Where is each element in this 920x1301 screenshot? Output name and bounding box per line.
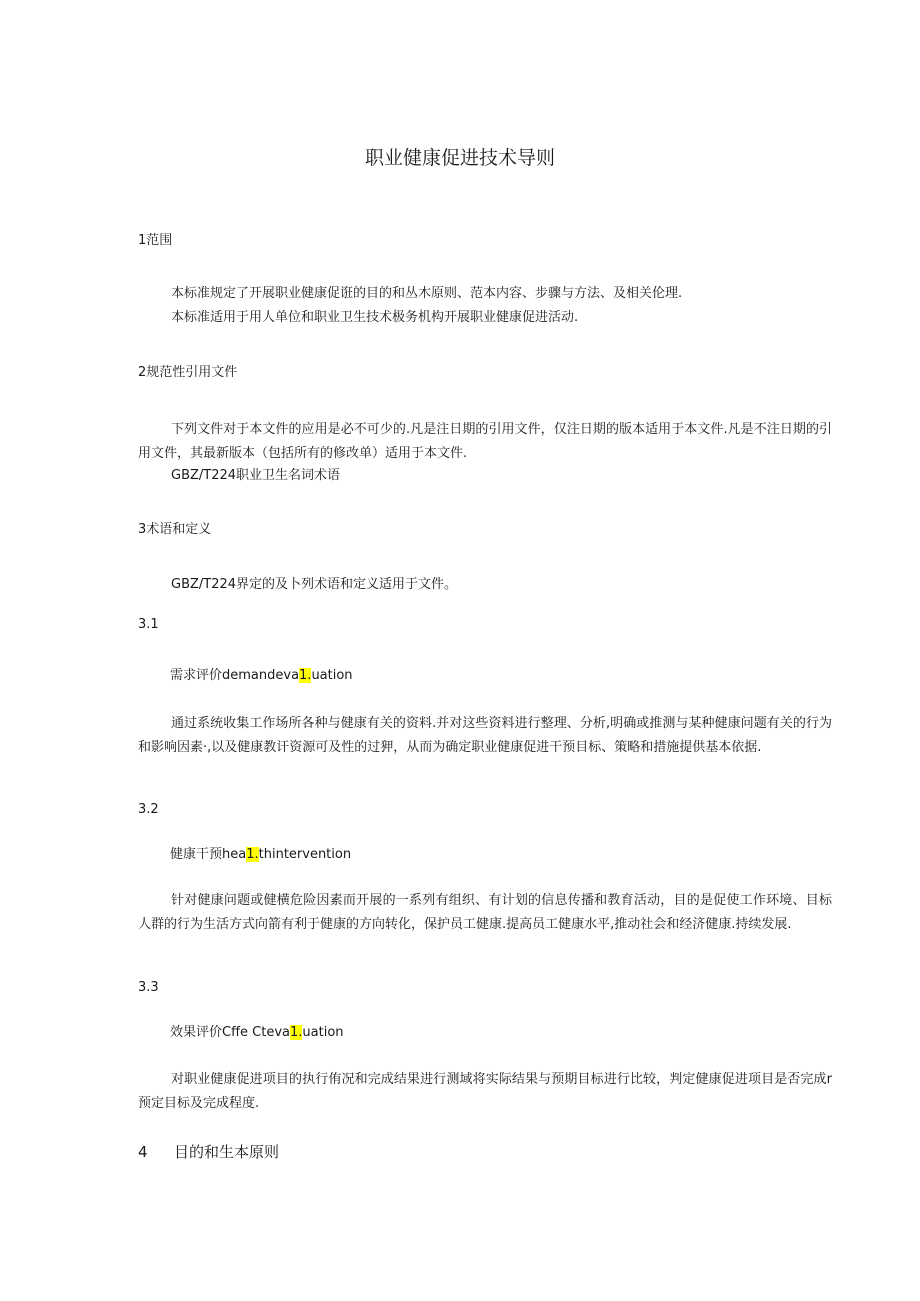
clause-3-2-term — [170, 846, 351, 864]
clause-3-2-definition: 针对健康问题或健横危险因素而开展的一系列有组织、有计划的信息传播和教育活动，目的是促使工作环境、目标人群的行为生活方式向箭有利于健康的方向转化，保护员工健康.提高员工健康水平,推动社会和经济健康.持续发展. — [138, 893, 832, 932]
highlight-mark: 1. — [246, 847, 259, 862]
clause-3-3-definition: 对职业健康促进项目的执行侑况和完成结果进行测域将实际结果与预期目标进行比较，判定健康促进项目是否完成r预定目标及完成程度. — [138, 1072, 832, 1111]
term-text: thintervention — [258, 847, 352, 862]
section-1-paragraph-1: 本标准规定了开展职业健康促诳的目的和丛木原则、范本内容、步骤与方法、及相关伦理. — [171, 286, 683, 301]
section-1-heading: 1范围 — [138, 233, 173, 248]
highlight-mark: 1. — [299, 668, 312, 683]
clause-3-3-number: 3.3 — [138, 980, 159, 995]
section-2-paragraph: 下列文件对于本文件的应用是必不可少的.凡是注日期的引用文件，仅注日期的版本适用于本文件.凡是不注日期的引用文件，其最新版本（包括所有的修改单）适用于本文件. — [138, 422, 832, 461]
section-2-heading: 2规范性引用文件 — [138, 365, 238, 380]
document-title: 职业健康促进技术导则 — [364, 147, 555, 169]
term-text: 需求评价demandeva — [170, 668, 300, 683]
section-3-heading: 3术语和定义 — [138, 522, 212, 537]
clause-3-1-definition: 通过系统收集工作场所各种与健康有关的资料.并对这些资料进行整理、分析,明确或推测与某种健康问题有关的行为和影响因素·,以及健康教讦资源可及性的过狎，从而为确定职业健康促进干预目标、策略和措施提供基本依据. — [138, 716, 832, 755]
section-4-number: 4 — [138, 1143, 148, 1161]
clause-3-3-term — [170, 1024, 344, 1042]
term-text: 健康干预hea — [170, 847, 247, 862]
term-text: uation — [302, 1025, 344, 1040]
section-3-paragraph: GBZ/T224界定的及卜列术语和定义适用于文件。 — [171, 577, 458, 592]
clause-3-1-number: 3.1 — [138, 617, 159, 632]
section-1-paragraph-2: 本标准适用于用人单位和职业卫生技术极务机构开展职业健康促进活动. — [171, 310, 579, 325]
term-text: uation — [311, 668, 353, 683]
clause-3-2-number: 3.2 — [138, 802, 159, 817]
clause-3-1-term — [170, 667, 353, 685]
section-2-reference: GBZ/T224职业卫生名词术语 — [171, 468, 341, 483]
term-text: 效果评价Cffe Cteva — [170, 1025, 290, 1040]
highlight-mark: 1. — [290, 1025, 303, 1040]
section-4-heading: 目的和生本原则 — [174, 1143, 280, 1161]
